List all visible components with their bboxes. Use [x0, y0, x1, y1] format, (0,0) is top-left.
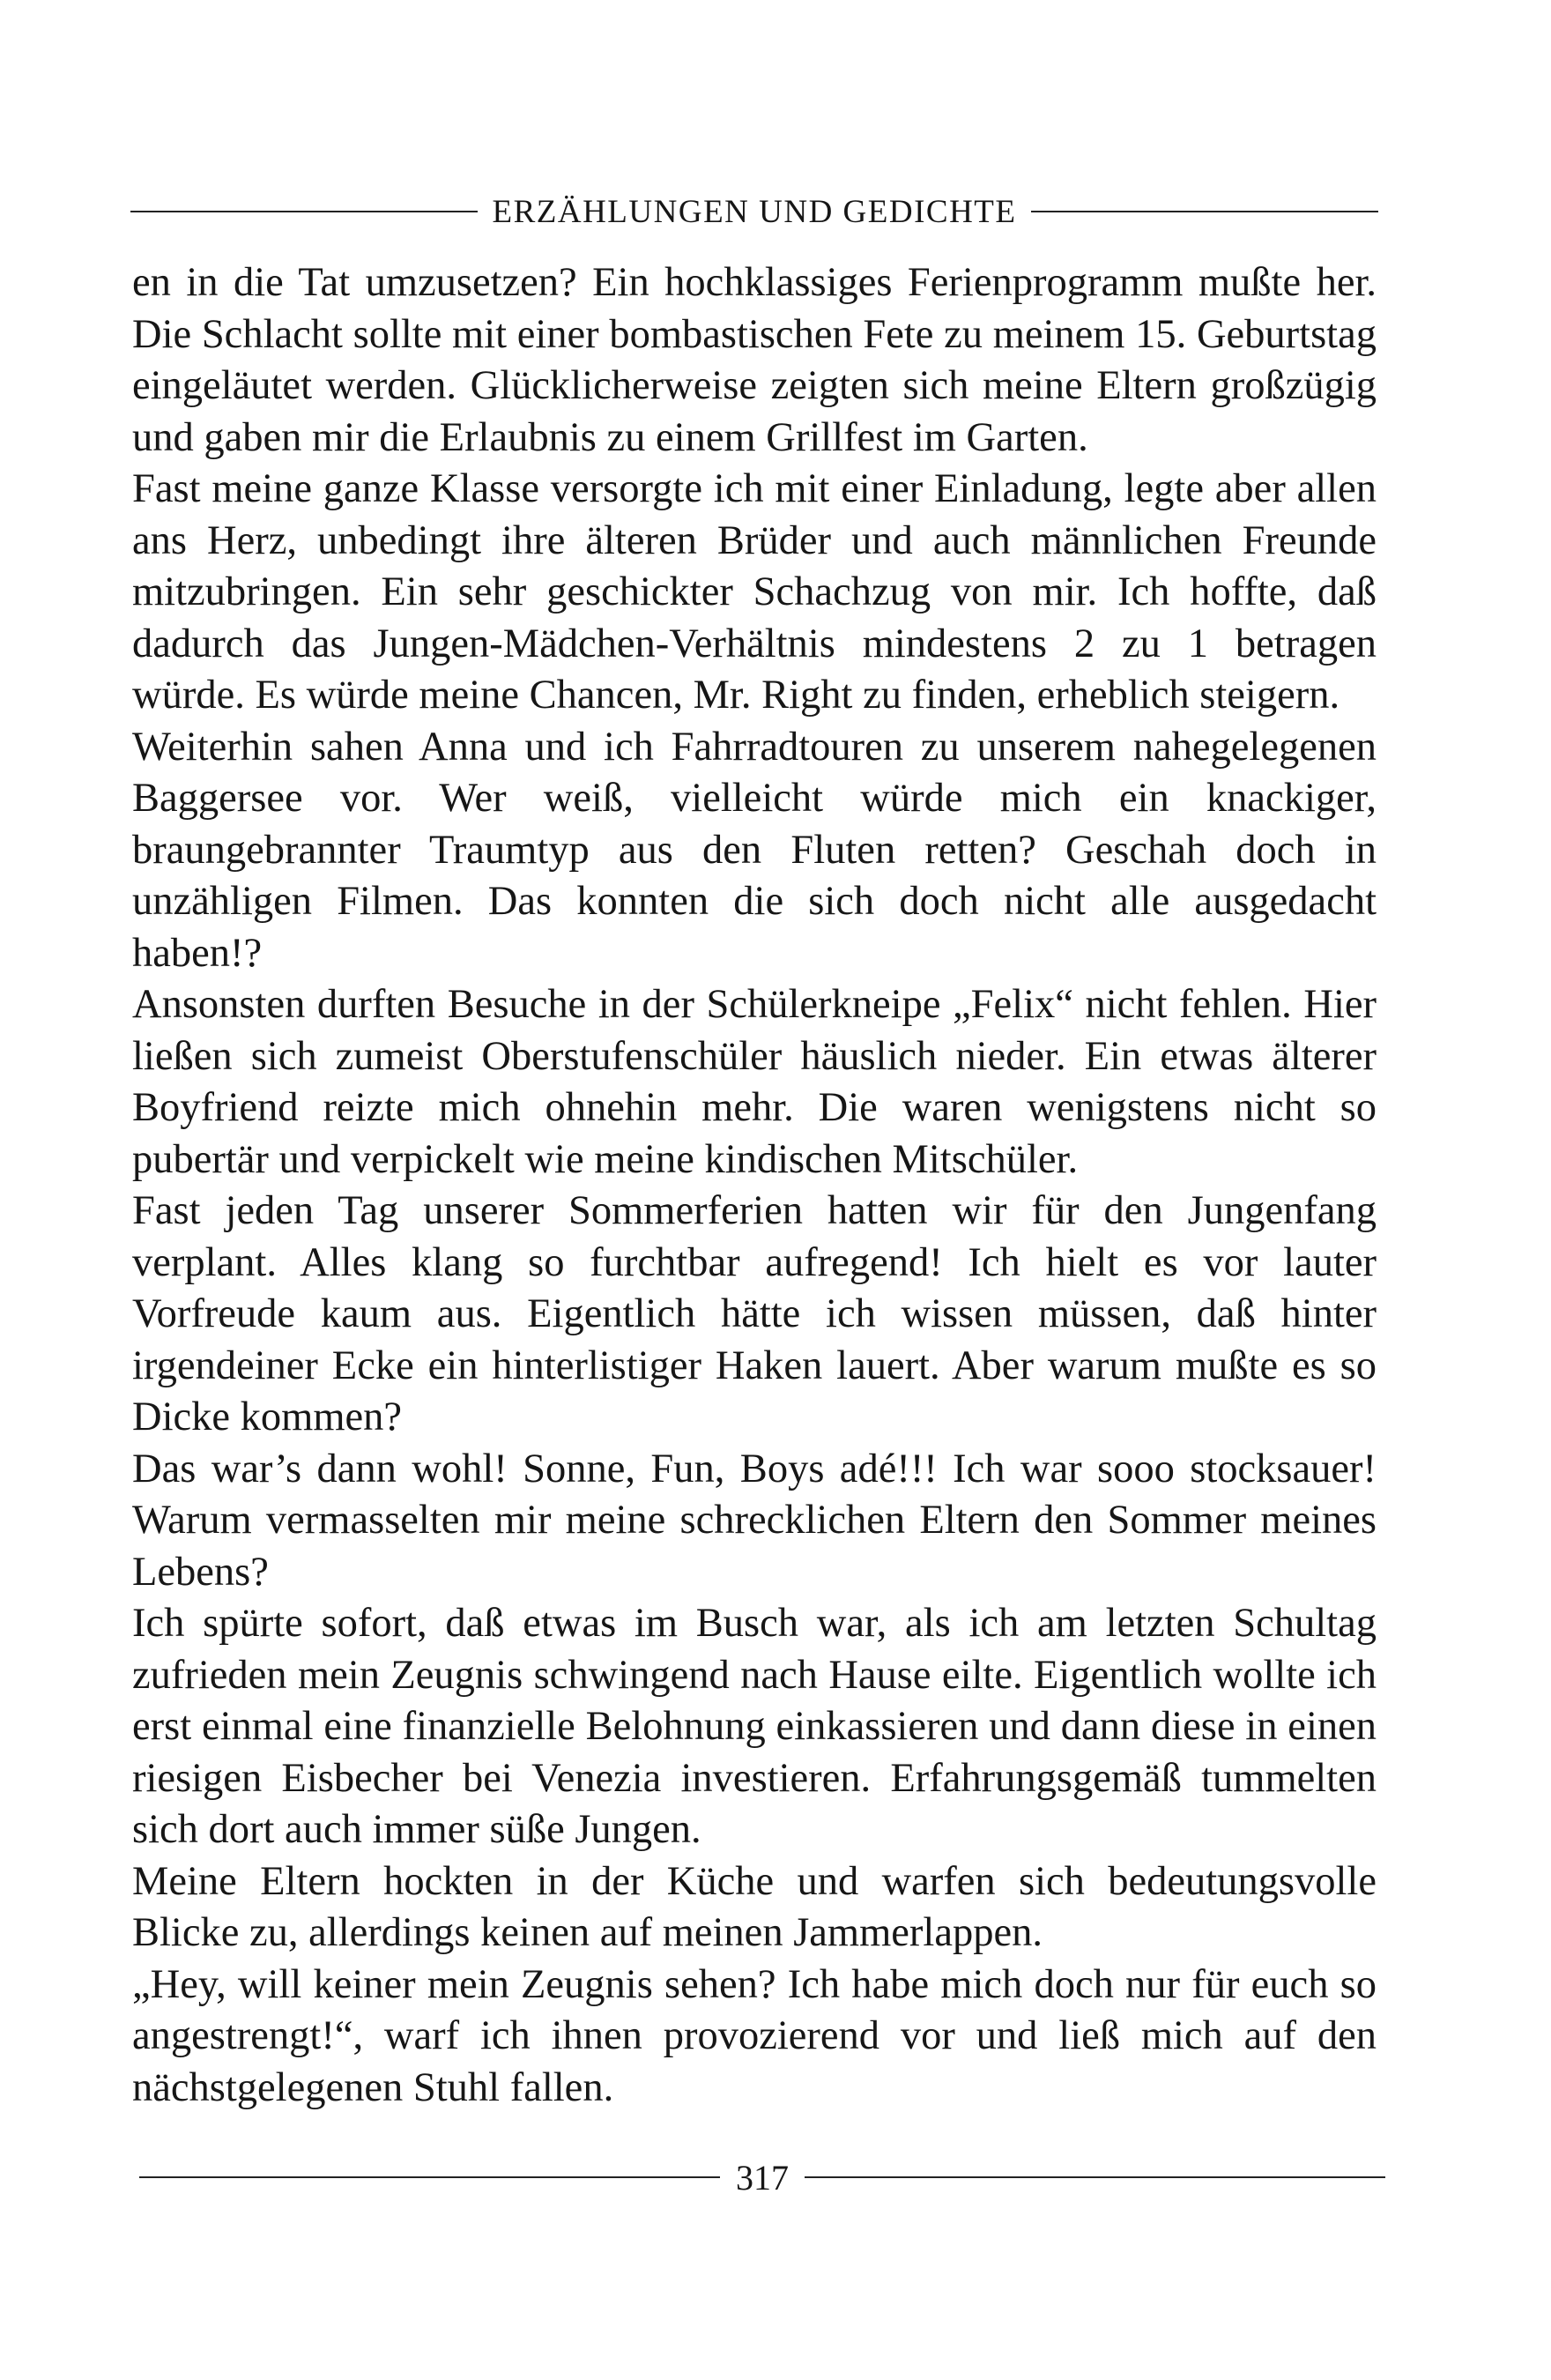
- header-rule-right: [1031, 211, 1378, 212]
- paragraph: Meine Eltern hockten in der Küche und warfen sich bedeutungsvolle Blicke zu, allerdings keinen auf meinen Jammerlappen.: [132, 1858, 1377, 1955]
- paragraph: Ansonsten durften Besuche in der Schülerkneipe „Felix“ nicht fehlen. Hier ließen sich zumeist Oberstufenschüler häuslich nieder. Ein etwas älterer Boyfriend reizte mich ohnehin mehr. Die waren wenigstens nicht so pubertär und verpickelt wie meine kindischen Mitschüler.: [132, 982, 1377, 1182]
- paragraph: Das war’s dann wohl! Sonne, Fun, Boys adé!!! Ich war sooo stocksauer! Warum vermasselten mir meine schrecklichen Eltern den Sommer meines Lebens?: [132, 1446, 1377, 1595]
- paragraph: Fast meine ganze Klasse versorgte ich mit einer Einladung, legte aber allen ans Herz, unbedingt ihre älteren Brüder und auch männlichen Freunde mitzubringen. Ein sehr geschickter Schachzug von mir. Ich hoffte, daß dadurch das Jungen-Mädchen-Verhältnis mindestens 2 zu 1 betragen würde. Es würde meine Chancen, Mr. Right zu finden, erheblich steigern.: [132, 466, 1377, 718]
- paragraph: en in die Tat umzusetzen? Ein hochklassiges Ferienprogramm mußte her. Die Schlacht sollte mit einer bombastischen Fete zu meinem 15. Geburtstag eingeläutet werden. Glücklicherweise zeigten sich meine Eltern großzügig und gaben mir die Erlaubnis zu einem Grillfest im Garten.: [132, 260, 1377, 460]
- page-number: 317: [736, 2157, 789, 2198]
- footer-rule-left: [139, 2176, 720, 2178]
- running-header: [130, 185, 1378, 238]
- paragraph: Fast jeden Tag unserer Sommerferien hatten wir für den Jungenfang verplant. Alles klang so furchtbar aufregend! Ich hielt es vor lauter Vorfreude kaum aus. Eigentlich hätte ich wissen müssen, daß hinter irgendeiner Ecke ein hinterlistiger Haken lauert. Aber warum mußte es so Dicke kommen?: [132, 1188, 1377, 1439]
- header-rule-left: [130, 211, 478, 212]
- paragraph: Ich spürte sofort, daß etwas im Busch war, als ich am letzten Schultag zufrieden mein Zeugnis schwingend nach Hause eilte. Eigentlich wollte ich erst einmal eine finanzielle Belohnung einkassieren und dann diese in einen riesigen Eisbecher bei Venezia investieren. Erfahrungsgemäß tummelten sich dort auch immer süße Jungen.: [132, 1601, 1377, 1852]
- body-text: [132, 257, 1377, 2114]
- paragraph: Weiterhin sahen Anna und ich Fahrradtouren zu unserem nahegelegenen Baggersee vor. Wer weiß, vielleicht würde mich ein knackiger, braungebrannter Traumtyp aus den Fluten retten? Geschah doch in unzähligen Filmen. Das konnten die sich doch nicht alle ausgedacht haben!?: [132, 724, 1377, 976]
- page-footer: [139, 2151, 1385, 2204]
- footer-rule-right: [805, 2176, 1385, 2178]
- running-title: ERZÄHLUNGEN UND GEDICHTE: [492, 193, 1017, 230]
- paragraph: „Hey, will keiner mein Zeugnis sehen? Ich habe mich doch nur für euch so angestrengt!“, warf ich ihnen provozierend vor und ließ mich auf den nächstgelegenen Stuhl fallen.: [132, 1961, 1377, 2110]
